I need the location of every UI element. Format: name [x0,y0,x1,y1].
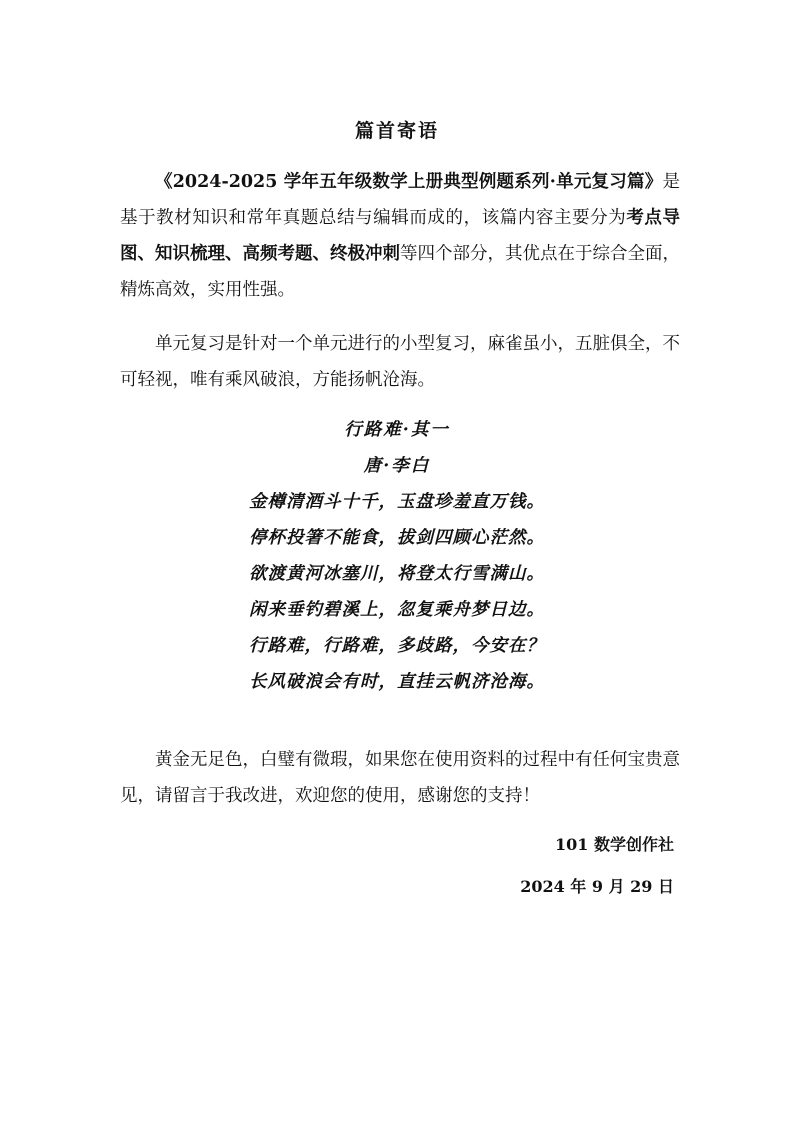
signature-org: 101 数学创作社 [555,835,674,854]
review-paragraph: 单元复习是针对一个单元进行的小型复习，麻雀虽小，五脏俱全，不可轻视，唯有乘风破浪，方能扬帆沧海。 [120,334,680,390]
poem-line: 欲渡黄河冰塞川，将登太行雪满山。 [249,564,545,584]
poem-line: 闲来垂钓碧溪上，忽复乘舟梦日边。 [249,600,545,620]
poem [0,412,794,700]
poem-line: 金樽清酒斗十千，玉盘珍羞直万钱。 [249,492,545,512]
poem-line: 停杯投箸不能食，拔剑四顾心茫然。 [249,528,545,548]
section-list: 考点导图、知识梳理、高频考题、终极冲刺 [120,208,681,264]
poem-title: 行路难·其一 [344,420,450,440]
page-title: 篇首寄语 [354,120,439,142]
poem-line: 行路难，行路难，多歧路，今安在？ [249,636,545,656]
intro-text: 是基于教材知识和常年真题总结与编辑而成的，该篇内容主要分为 [120,172,680,228]
intro-text-end: 等四个部分，其优点在于综合全面，精炼高效，实用性强。 [120,244,680,300]
intro-paragraph [120,164,680,308]
poem-author: 唐·李白 [363,456,431,476]
series-title: 《2024-2025 学年五年级数学上册典型例题系列·单元复习篇》 [155,172,663,192]
poem-line: 长风破浪会有时，直挂云帆济沧海。 [249,672,545,692]
signature-date: 2024 年 9 月 29 日 [520,877,674,896]
closing-paragraph: 黄金无足色，白璧有微瑕，如果您在使用资料的过程中有任何宝贵意见，请留言于我改进，欢迎您的使用，感谢您的支持！ [120,750,680,806]
